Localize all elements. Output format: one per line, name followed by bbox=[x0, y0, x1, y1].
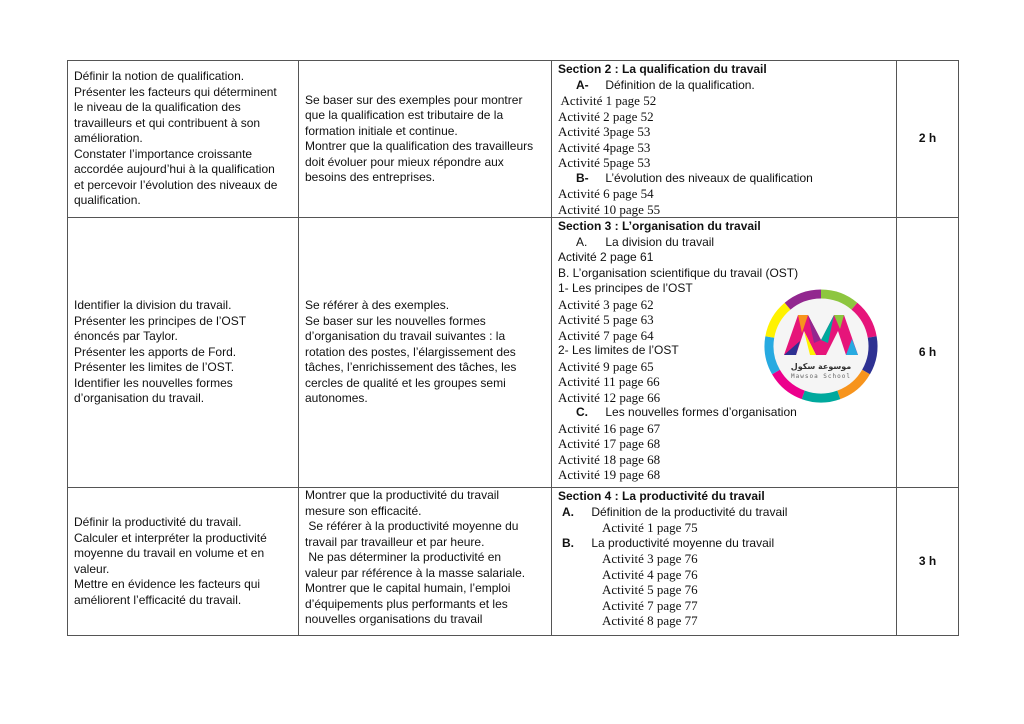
activity-item: Activité 7 page 64 bbox=[558, 327, 654, 343]
activity-item: Activité 7 page 77 bbox=[602, 597, 698, 613]
part-heading: 2- Les limites de l’OST bbox=[558, 343, 679, 357]
part-heading: 1- Les principes de l’OST bbox=[558, 281, 693, 295]
activity-item: Activité 3page 53 bbox=[558, 124, 651, 139]
watermark-logo bbox=[760, 285, 882, 407]
activity-item: Activité 8 page 77 bbox=[602, 613, 698, 628]
objective-line: amélioration. bbox=[74, 131, 143, 146]
objective-line: Présenter les apports de Ford. bbox=[74, 344, 237, 359]
activity-item: Activité 4page 53 bbox=[558, 139, 651, 155]
subsection-title: La division du travail bbox=[605, 234, 715, 249]
method-line: Montrer que la productivité du travail bbox=[305, 488, 500, 502]
objective-line: accordée aujourd’hui à la qualification bbox=[74, 162, 275, 177]
objective-line: le niveau de la qualification des bbox=[74, 100, 241, 115]
subsection-heading bbox=[558, 235, 890, 251]
subsection-title: Les nouvelles formes d’organisation bbox=[605, 405, 797, 419]
objectives-cell bbox=[68, 488, 299, 636]
logo-ring-segment bbox=[803, 395, 839, 398]
objective-line: moyenne du travail en volume et en bbox=[74, 546, 265, 560]
method-line: formation initiale et continue. bbox=[305, 123, 458, 138]
subsection-title: L’évolution des niveaux de qualification bbox=[605, 170, 813, 185]
objective-line: travailleurs et qui contribuent à son bbox=[74, 115, 261, 130]
activity-item: Activité 16 page 67 bbox=[558, 420, 661, 436]
table-row bbox=[68, 488, 959, 636]
method-line: cercles de qualité et les groupes semi bbox=[305, 375, 506, 390]
plan-cell bbox=[552, 61, 897, 218]
subsection-heading bbox=[558, 171, 890, 187]
method-line: doit évoluer pour mieux répondre aux bbox=[305, 154, 504, 169]
objective-line: qualification. bbox=[74, 193, 141, 208]
method-line: travail par travailleur et par heure. bbox=[305, 534, 485, 549]
objective-line: Présenter les limites de l’OST. bbox=[74, 360, 235, 375]
activity-item: Activité 11 page 66 bbox=[558, 374, 660, 389]
method-line: mesure son efficacité. bbox=[305, 503, 422, 518]
objective-line: Identifier les nouvelles formes bbox=[74, 375, 233, 390]
section-title: Section 3 : L’organisation du travail bbox=[558, 219, 761, 233]
method-line: Montrer que la qualification des travailleurs bbox=[305, 139, 534, 153]
activity-item: Activité 12 page 66 bbox=[558, 389, 661, 405]
objective-line: Identifier la division du travail. bbox=[74, 298, 232, 313]
hours-cell: 2 h bbox=[897, 61, 959, 218]
activity-item: Activité 2 page 61 bbox=[558, 250, 654, 264]
hours-cell: 6 h bbox=[897, 218, 959, 488]
plan-cell bbox=[552, 488, 897, 636]
method-line: Se référer à des exemples. bbox=[305, 298, 450, 313]
activity-item: Activité 2 page 52 bbox=[558, 108, 654, 124]
method-line: Ne pas déterminer la productivité en bbox=[305, 550, 502, 564]
method-line: d’organisation du travail suivantes : la bbox=[305, 329, 506, 344]
activity-item: Activité 5 page 76 bbox=[602, 582, 698, 597]
method-line: besoins des entreprises. bbox=[305, 170, 436, 184]
subsection-label: A- bbox=[576, 77, 589, 92]
method-line: nouvelles organisations du travail bbox=[305, 612, 483, 626]
objective-line: Présenter les principes de l’OST bbox=[74, 313, 247, 328]
activity-item: Activité 6 page 54 bbox=[558, 186, 654, 201]
method-line: Montrer que le capital humain, l’emploi bbox=[305, 581, 511, 595]
objective-line: Présenter les facteurs qui déterminent bbox=[74, 84, 277, 99]
activity-item: Activité 3 page 62 bbox=[558, 296, 654, 312]
subsection-label: A. bbox=[576, 234, 588, 249]
method-line: rotation des postes, l’élargissement des bbox=[305, 344, 516, 359]
methods-cell bbox=[299, 61, 552, 218]
method-line: que la qualification est tributaire de la bbox=[305, 108, 504, 122]
objective-line: d’organisation du travail. bbox=[74, 391, 205, 406]
section-title: Section 4 : La productivité du travail bbox=[558, 489, 765, 503]
activity-item: Activité 18 page 68 bbox=[558, 451, 661, 467]
objective-line: Définir la notion de qualification. bbox=[74, 69, 245, 84]
logo-latin-text: Mawsoa School bbox=[791, 373, 851, 380]
objective-line: Définir la productivité du travail. bbox=[74, 515, 242, 529]
activity-item: Activité 5 page 63 bbox=[558, 312, 654, 327]
subsection-heading bbox=[558, 536, 890, 552]
objective-line: Constater l’importance croissante bbox=[74, 146, 253, 161]
methods-cell bbox=[299, 488, 552, 636]
activity-item: Activité 4 page 76 bbox=[602, 566, 698, 582]
activity-item: Activité 1 page 75 bbox=[602, 520, 698, 535]
subsection-title: Définition de la productivité du travail bbox=[591, 504, 788, 519]
method-line: Se référer à la productivité moyenne du bbox=[305, 519, 519, 533]
subsection-title: Définition de la qualification. bbox=[605, 77, 755, 92]
method-line: d’équipements plus performants et les bbox=[305, 596, 508, 611]
subsection-heading bbox=[558, 505, 890, 521]
activity-item: Activité 19 page 68 bbox=[558, 467, 661, 482]
subsection-heading: B. L’organisation scientifique du travail (OST) bbox=[558, 265, 799, 280]
objective-line: Calculer et interpréter la productivité bbox=[74, 530, 267, 545]
subsection-label: B. bbox=[562, 535, 574, 550]
activity-item: Activité 17 page 68 bbox=[558, 436, 661, 451]
objective-line: et percevoir l’évolution des niveaux de bbox=[74, 177, 278, 192]
method-line: valeur par référence à la masse salariale. bbox=[305, 565, 526, 580]
subsection-heading bbox=[558, 405, 890, 421]
method-line: tâches, l’enrichissement des tâches, les bbox=[305, 360, 517, 375]
method-line: Se baser sur les nouvelles formes bbox=[305, 313, 486, 328]
objective-line: énoncés par Taylor. bbox=[74, 329, 178, 344]
method-line: autonomes. bbox=[305, 391, 368, 406]
activity-item: Activité 10 page 55 bbox=[558, 201, 661, 217]
objective-line: valeur. bbox=[74, 561, 110, 576]
methods-cell bbox=[299, 218, 552, 488]
logo-arabic-text: موسوعة سكول bbox=[790, 362, 852, 371]
objectives-cell bbox=[68, 61, 299, 218]
objective-line: améliorent l’efficacité du travail. bbox=[74, 592, 242, 607]
activity-item: Activité 1 page 52 bbox=[558, 93, 657, 108]
subsection-label: C. bbox=[576, 405, 588, 419]
activity-item: Activité 3 page 76 bbox=[602, 551, 698, 566]
objective-line: Mettre en évidence les facteurs qui bbox=[74, 577, 261, 591]
subsection-label: B- bbox=[576, 170, 589, 185]
mawsoa-school-logo-icon bbox=[760, 285, 882, 407]
hours-cell: 3 h bbox=[897, 488, 959, 636]
method-line: Se baser sur des exemples pour montrer bbox=[305, 92, 523, 107]
activity-item: Activité 5page 53 bbox=[558, 155, 651, 170]
subsection-title: La productivité moyenne du travail bbox=[591, 535, 775, 550]
subsection-label: A. bbox=[562, 504, 574, 519]
activity-item: Activité 9 page 65 bbox=[558, 358, 654, 374]
subsection-heading bbox=[558, 78, 890, 94]
table-row bbox=[68, 61, 959, 218]
objectives-cell bbox=[68, 218, 299, 488]
section-title: Section 2 : La qualification du travail bbox=[558, 62, 767, 76]
